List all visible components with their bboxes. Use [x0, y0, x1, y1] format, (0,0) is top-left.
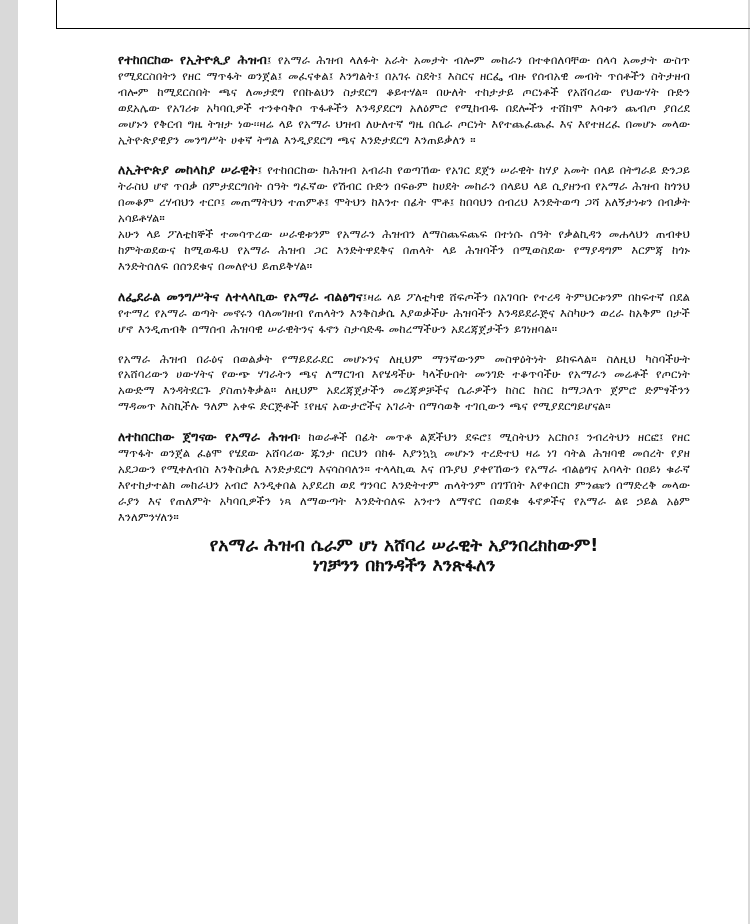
paragraph-text: ፤ የአማራ ሕዝብ ላለፉት አራት አመታት ብሎም መከራን በተቀበለባቸው ሰላሳ አመታት ውስጥ የሚደርስበትን የዘር ማጥፋት ወንጀል፤ መፈናቀል፤ እንግልት፤ በአገሩ ስደት፤ እስርና ዘርፌ ብዙ የሰብአዊ መብት ጥሰቶችን ስትታዘብ ብሎም ከሚደርስበት ጫና ለመታደግ የበኩልህን ስታደርግ ቆይተሃል። በሁለት ተከታታይ ጦርነቶች የአሸባሪው የህውሃት ቡድን ወደአሌው የአገሪቱ አካባቢዎች ተንቀሳቅሶ ጥፋቶችን እንዳያደርግ አለዕምሮ የሚከብዱ በደሎችን ተሸክሞ እሳቱን ጨብጦ ያበረደ መሆኑን የቅርብ ግዜ ትዝታ ነው፡፡ዛሬ ላይ የአማራ ህዝብ ለሁለተኛ ግዜ በሴራ ጦርነት እየተጨፈጨፈ እና እየተዘረፈ በመሆኑ መላው ኢትዮጵያዊያን መንግሥት ሀቀኛ ትግል እንዲያደርግ ጫና እንድታደርግ እንጠይቃለን ። — [118, 53, 690, 147]
closing-slogan — [118, 536, 690, 576]
paragraph-heading: ለፌደራል መንግሥትና ለተላላኪው የአማራ ብልፅግና — [118, 288, 363, 304]
document-body — [118, 52, 690, 576]
paragraph-text: ፤ የተከበርከው ከሕዝብ አብራክ የወጣኸው የአገር ደጀን ሠራዊት ከሃያ አመት በላይ በትግራይ ድንጋይ ትራስህ ሆኖ ጥበቃ በምታደርግበት ሰዓት ግፈኛው የሽብር ቡድን በፍፁም ከሀደት መከራን በላይህ ላይ ሲያዘንብ የአማራ ሕዝብ ከጎንህ በመቆም ረሃብህን ተርቦ፤ መጠማትህን ተጠምቶ፤ ሞትህን ከእንተ በፊት ሞቶ፤ ከበባህን ሰብረህ እንድትወጣ ጋሻ አለኝታነቱን በብቃት አሳይቶሃል። አሁን ላይ ፖለቲከኞች ተመሳጥረው ሠራዊቱንም የአማራን ሕዝብን ለማስጨፍጨፍ በተነሱ ሰዓት የቃልኪዳን መሐላህን ጠብቀህ ከምትወደውና ከሚወዱህ የአማራ ሕዝብ ጋር እንድትዋደቅና በጠላት ላይ ሕዝባችን በሚወስደው የማያዳግም እርምጃ ከጎኑ እንድትሰለፍ በሰንደቁና በመለዮህ ይጠይቅሃል። — [118, 163, 690, 273]
paragraph-heading: ለኢትዮጵያ መከላከያ ሠራዊት — [118, 162, 258, 178]
paragraph-text: የአማራ ሕዝብ በራዕና በወልቃት የማይደራደር መሆኑንና ለዚህም ማንኛውንም መስዋዕትነት ይከፍላል። ስለዚህ ካስባችሁት የአሸባሪውን ሀውሃትና የውጭ ሃገራትን ጫና ለማርገብ እየሄዳችሁ ካላችሁበት መንገድ ተቆጥባችሁ የአማራን መሬቶች የጦርነት አውድማ እንዳትደርጉ ያስጠነቅቃል። ለዚህም አደረጃጀታችን መረጃዎቻችና ሴራዎችን ከስር ከስር ከማጋለጥ ጀምሮ ድምፃችንን ማዳመጥ እስኪችሉ ዓለም አቀፍ ድርጅቶች ፤የዜና አውታሮችና አገራት በማሳወቅ ተገቢውን ጫና የሚያደርግይሆናል። — [118, 351, 690, 414]
paragraph-federal-government — [118, 289, 690, 338]
slogan-line-1: የአማራ ሕዝብ ሴራም ሆነ አሸባሪ ሠራዊት አያንበረክከውም! — [209, 535, 599, 556]
paragraph-ethiopian-people — [118, 52, 690, 148]
paragraph-heading: ለተከበርከው ጀግናው የአማራ ሕዝብ — [118, 429, 298, 445]
paragraph-amhara-sacrifice — [118, 352, 690, 416]
document-page — [18, 0, 748, 924]
paragraph-defense-force — [118, 162, 690, 274]
slogan-line-2: ነገቻንን በክንዳችን እንጽፋለን — [312, 555, 496, 576]
page-top-border — [56, 0, 750, 29]
paragraph-text: ፡ ከወራቶች በፊት መጥቶ ልጆችህን ደፍሮ፤ ሚስትህን አርክሶ፤ ንብረትህን ዘርፎ፤ የዘር ማጥፋት ወንጀል ፈፅሞ የሄደው አሸባሪው ጁንታ በርህን በከፉ እያንኳኳ መሆኑን ተረድተህ ዛሬ ነገ ሳትል ሕዝባዊ መሰረት የያዘ አደጋውን የሚቀለብስ እንቅስቃሴ እንድታደርግ እናሳስባለን። ተላላኪዉ እና በጉያህ ያቀየኸውን የአማራ ብልፅግና አባላት በዐይነ ቁራኛ እየተከታተልክ መከራህን አብሮ እንዲቀበል አያደረክ ወደ ግንባር እንድትተም ጠላትንም በገፕበት እየቀበርክ ምንጩን በማድረቅ መላው ራያን እና የጠለምት አካባቢዎችን ነጻ ለማውጣት እንድትሰለፍ አንተን ለማኖር በወደቁ ፋኖዎችና የአማራ ልዩ ኃይል አፅም እንለምንሃለን። — [118, 430, 690, 524]
paragraph-text: ፤ዛሬ ላይ ፖለቲካዊ ሸፍጦችን በአገባቡ የተረዳ ትምህርቱንም በከፍተኛ በደል የተማረ የአማራ ወጣት መኖሩን ባለመገዘብ የጠላትን እንቅስቃሴ እያወቃችሁ ሕዝባችን እንዳይደራጅና እስካሁን ወረራ ከአቅም በታች ሆኖ እንዲጠብቅ በማሰብ ሕዝባዊ ሠራዊትንና ፋኖን ስታሳድዱ መከረማችሁን አደረጃጀታችን ይገነዘባል። — [118, 289, 690, 336]
paragraph-amhara-people — [118, 429, 690, 525]
paragraph-heading: የተከበርከው የኢትዮጲያ ሕዝብ — [118, 52, 267, 67]
